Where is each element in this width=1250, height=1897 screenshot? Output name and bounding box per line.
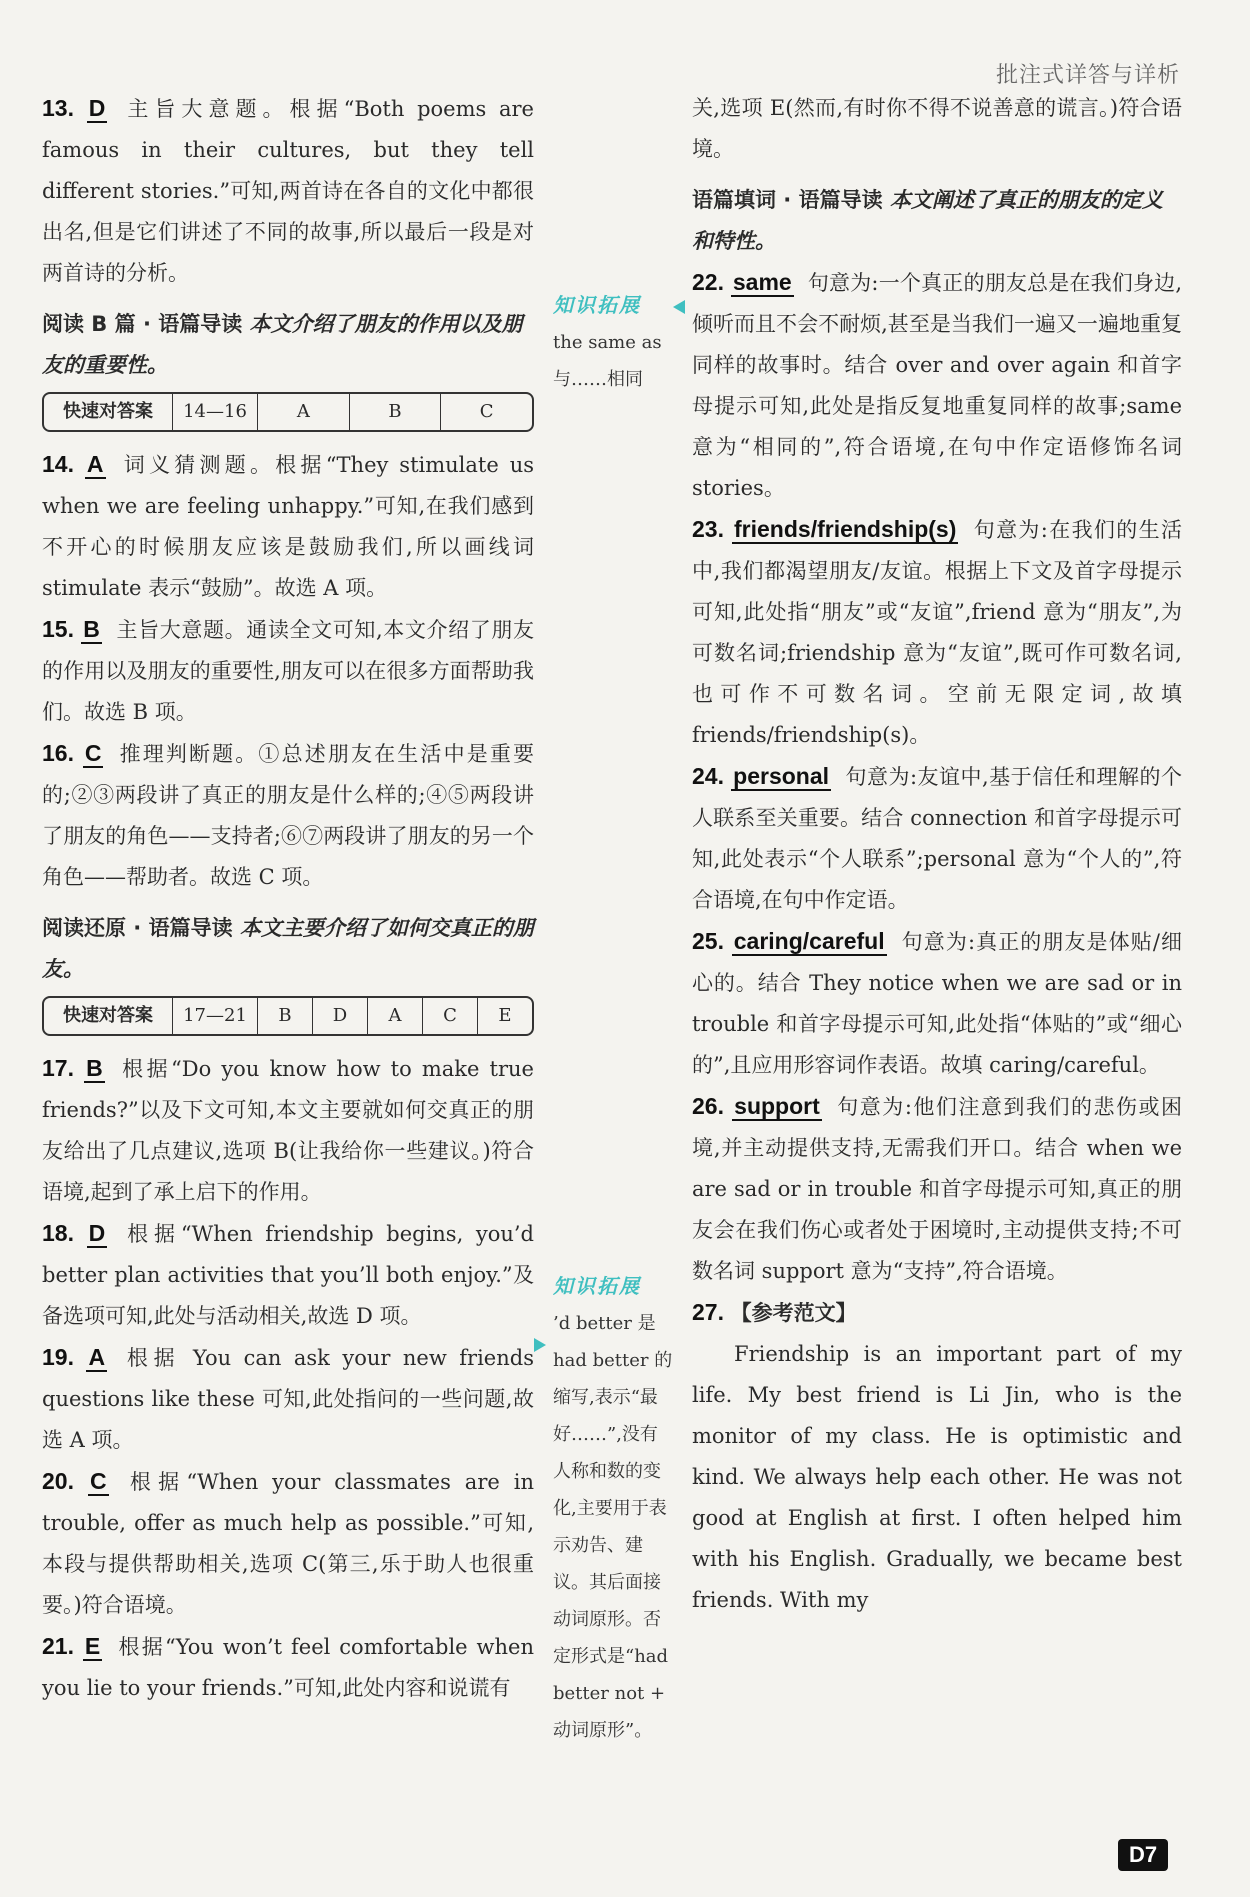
explanation-text: 主旨大意题。通读全文可知,本文介绍了朋友的作用以及朋友的重要性,朋友可以在很多方面帮助我们。故选 B 项。 [42,618,534,724]
question-27 [692,1292,1182,1621]
question-16 [42,733,534,898]
section-heading-cloze [692,180,1182,262]
question-22 [692,262,1182,509]
question-number: 25. [692,928,724,954]
knowledge-note-2 [553,1268,675,1749]
answer-letter: B [86,1055,103,1081]
quick-answer-cell: D [313,998,368,1034]
question-range: 17—21 [173,998,258,1034]
question-number: 23. [692,516,724,542]
note-title: 知识拓展 [553,293,641,317]
answer-word: personal [733,763,830,789]
question-number: 16. [42,740,74,766]
explanation-text: 句意为:真正的朋友是体贴/细心的。结合 They notice when we are sad or in trouble 和首字母提示可知,此处指“体贴的”或“细心的”,且应用形容词作表语。故填 caring/careful。 [692,930,1182,1077]
question-number: 19. [42,1344,74,1370]
section-title: 阅读还原 · 语篇导读 [42,916,233,940]
question-number: 20. [42,1468,74,1494]
note-title: 知识拓展 [553,1274,641,1298]
quick-answer-table [42,392,534,432]
note-arrow-icon [534,1338,546,1352]
question-number: 13. [42,95,74,121]
answer-word: support [734,1093,820,1119]
answer-letter: C [89,1468,107,1494]
question-21 [42,1626,534,1709]
answer-letter: A [88,1344,106,1370]
explanation-text: 词义猜测题。根据“They stimulate us when we are feeling unhappy.”可知,在我们感到不开心的时候朋友应该是鼓励我们,所以画线词 stimulate 表示“鼓励”。故选 A 项。 [42,453,534,600]
answer-letter: B [83,616,100,642]
section-title: 阅读 B 篇 · 语篇导读 [42,312,243,336]
answer-letter: D [88,95,106,121]
reference-essay-label: 【参考范文】 [730,1301,857,1325]
explanation-text: 根据 You can ask your new friends questions like these 可知,此处指问的一些问题,故选 A 项。 [42,1346,534,1452]
question-14 [42,444,534,609]
quick-answer-cell: C [423,998,478,1034]
quick-answer-table [42,996,534,1036]
quick-answer-label: 快速对答案 [44,998,173,1034]
question-number: 22. [692,269,724,295]
question-number: 15. [42,616,74,642]
question-number: 24. [692,763,724,789]
question-number: 18. [42,1220,74,1246]
explanation-text: 句意为:一个真正的朋友总是在我们身边,倾听而且不会不耐烦,甚至是当我们一遍又一遍地重复同样的故事时。结合 over and over again 和首字母提示可知,此处是指反复地重复同样的故事;same 意为“相同的”,符合语境,在句中作定语修饰名词 stories。 [692,271,1182,500]
explanation-text: 根据“When your classmates are in trouble, offer as much help as possible.”可知,本段与提供帮助相关,选项 C(第三,乐于助人也很重要。)符合语境。 [42,1470,534,1617]
answer-letter: C [84,740,102,766]
answer-letter: A [86,451,104,477]
quick-answer-cell: B [350,394,442,430]
explanation-text: 根据“When friendship begins, you’d better plan activities that you’ll both enjoy.”及备选项可知,此处与活动相关,故选 D 项。 [42,1222,534,1328]
section-desc: 本文阐述了真正的朋友的定义和特性。 [692,188,1163,253]
question-number: 17. [42,1055,74,1081]
answer-word: friends/friendship(s) [734,516,957,542]
question-21-continued: 关,选项 E(然而,有时你不得不说善意的谎言。)符合语境。 [692,96,1182,161]
quick-answer-cell: A [258,394,350,430]
explanation-text: 根据“Do you know how to make true friends?”以及下文可知,本文主要就如何交真正的朋友给出了几点建议,选项 B(让我给你一些建议。)符合语境,起到了承上启下的作用。 [42,1057,534,1204]
page-header: 批注式详答与详析 [995,63,1180,88]
explanation-text: 句意为:他们注意到我们的悲伤或困境,并主动提供支持,无需我们开口。结合 when we are sad or in trouble 和首字母提示可知,真正的朋友会在我们伤心或者处于困境时,主动提供支持;不可数名词 support 意为“支持”,符合语境。 [692,1095,1182,1283]
answer-word: caring/careful [733,928,885,954]
knowledge-note-1 [553,287,675,398]
question-20 [42,1461,534,1626]
quick-answer-cell: B [258,998,313,1034]
question-17 [42,1048,534,1213]
question-26 [692,1086,1182,1292]
question-13 [42,88,534,294]
section-heading-reading-restore [42,908,534,990]
question-15 [42,609,534,733]
section-heading-reading-b [42,304,534,386]
question-18 [42,1213,534,1337]
question-25 [692,921,1182,1086]
question-range: 14—16 [173,394,258,430]
explanation-text: 推理判断题。①总述朋友在生活中是重要的;②③两段讲了真正的朋友是什么样的;④⑤两段讲了朋友的角色——支持者;⑥⑦两段讲了朋友的另一个角色——帮助者。故选 C 项。 [42,742,534,889]
quick-answer-cell: C [479,401,494,422]
question-23 [692,509,1182,756]
quick-answer-cell: E [498,1005,512,1026]
left-column [42,88,534,1709]
question-number: 14. [42,451,74,477]
question-number: 26. [692,1093,724,1119]
answer-letter: E [84,1633,101,1659]
section-title: 语篇填词 · 语篇导读 [692,188,883,212]
explanation-text: 句意为:在我们的生活中,我们都渴望朋友/友谊。根据上下文及首字母提示可知,此处指“朋友”或“友谊”,friend 意为“朋友”,为可数名词;friendship 意为“友谊”,既可作可数名词,也可作不可数名词。空前无限定词,故填 friends/friendship(s)。 [692,518,1182,747]
right-column [692,88,1182,1621]
explanation-text: 句意为:友谊中,基于信任和理解的个人联系至关重要。结合 connection 和首字母提示可知,此处表示“个人联系”;personal 意为“个人的”,符合语境,在句中作定语。 [692,765,1182,912]
question-number: 21. [42,1633,74,1659]
reference-essay: Friendship is an important part of my life. My best friend is Li Jin, who is the monitor of my class. He is optimistic and kind. We always help each other. He was not good at English at first. I often helped him with his English. Gradually, we became best friends. With my [692,1342,1182,1612]
question-number: 27. [692,1299,724,1325]
quick-answer-label: 快速对答案 [44,394,173,430]
quick-answer-cell: A [368,998,423,1034]
section-desc: 本文主要介绍了如何交真正的朋友。 [42,916,534,981]
explanation-text: 主旨大意题。根据“Both poems are famous in their cultures, but they tell different stories.”可知,两首诗在各自的文化中都很出名,但是它们讲述了不同的故事,所以最后一段是对两首诗的分析。 [42,97,534,285]
answer-letter: D [88,1220,106,1246]
question-19 [42,1337,534,1461]
explanation-text: 根据“You won’t feel comfortable when you lie to your friends.”可知,此处内容和说谎有 [42,1635,534,1700]
note-text: the same as 与……相同 [553,332,662,390]
note-text: ’d better 是 had better 的缩写,表示“最好……”,没有人称和数的变化,主要用于表示劝告、建议。其后面接动词原形。否定形式是“had better not + 动词原形”。 [553,1313,673,1741]
page-number-badge: D7 [1118,1839,1168,1871]
section-desc: 本文介绍了朋友的作用以及朋友的重要性。 [42,312,523,377]
answer-word: same [732,269,792,295]
question-24 [692,756,1182,921]
